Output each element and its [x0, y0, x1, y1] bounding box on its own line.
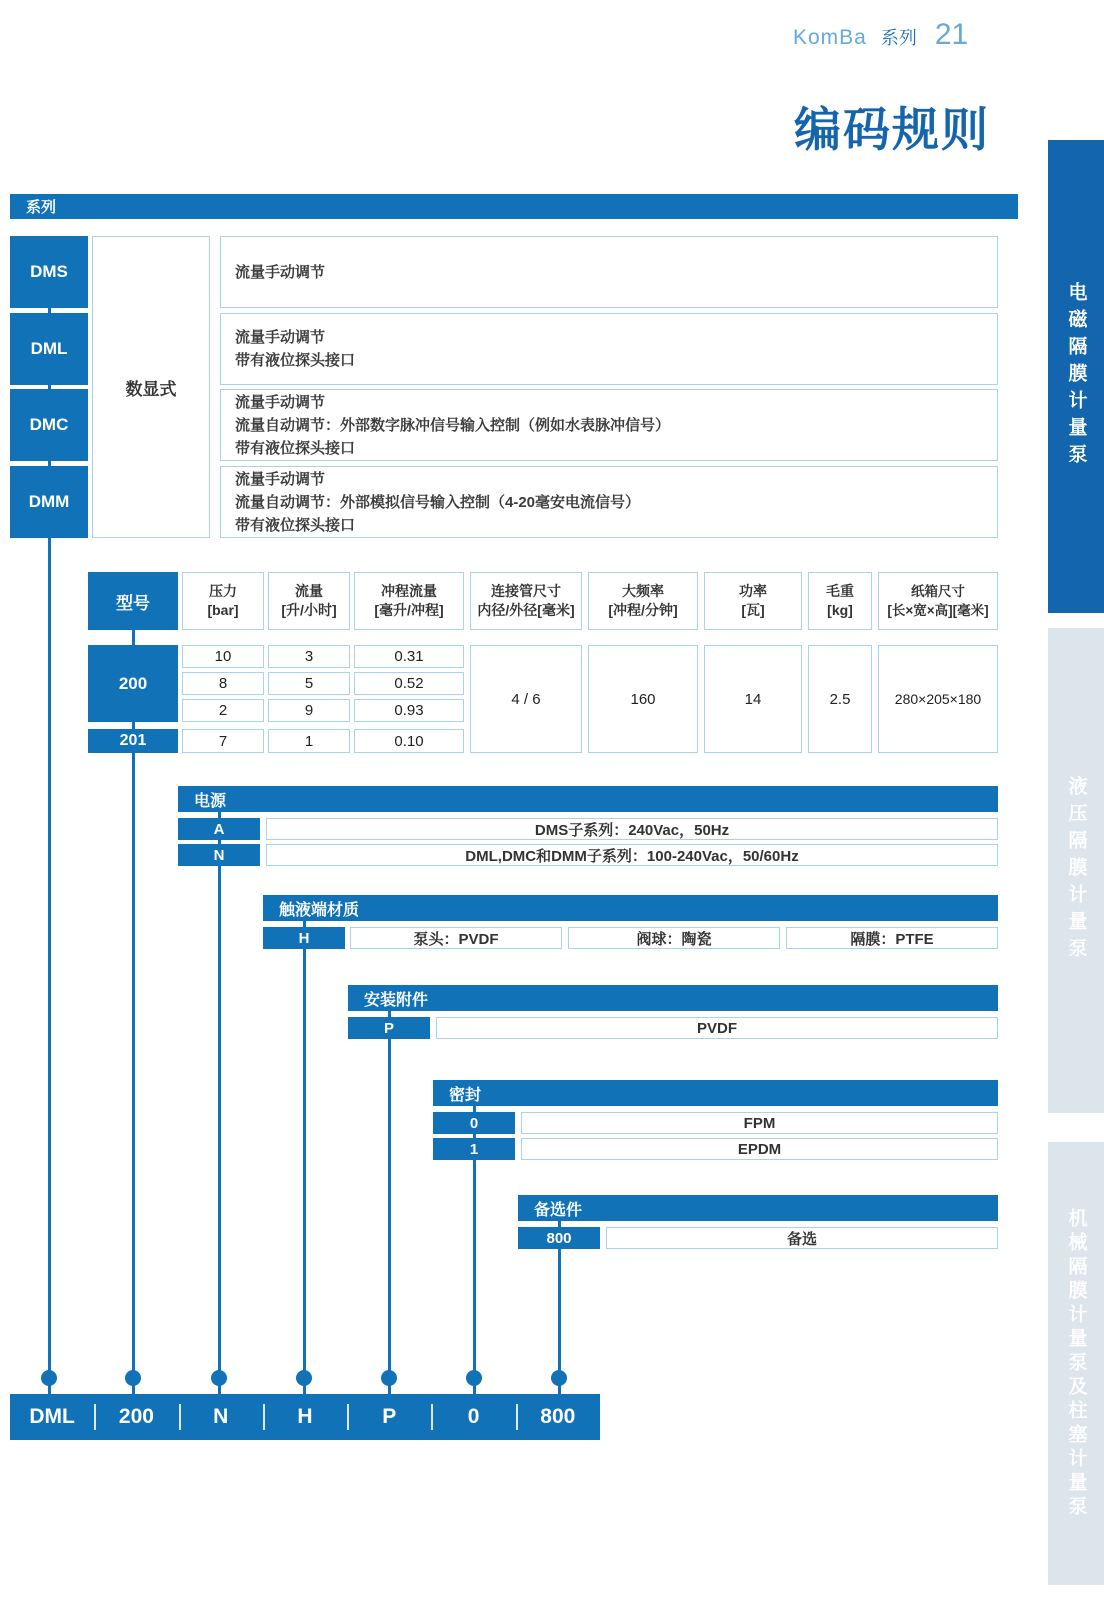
seal-code-1: 1: [433, 1138, 515, 1160]
cell-pressure: 2: [182, 699, 264, 722]
header-line: [毫升/冲程]: [374, 602, 444, 618]
connector-line: [132, 630, 135, 645]
desc-line: 流量手动调节: [235, 329, 326, 346]
page-title: 编码规则: [794, 102, 990, 156]
material-pump-head: 泵头：PVDF: [350, 927, 562, 949]
cell-pressure: 8: [182, 672, 264, 695]
power-desc-n: DML,DMC和DMM子系列：100-240Vac，50/60Hz: [266, 844, 998, 866]
connector-dot: [41, 1370, 57, 1386]
order-code-segment-mounting: P: [347, 1394, 431, 1440]
connector-line-material: [303, 949, 306, 1394]
header-line: 内径/外径[毫米]: [477, 602, 575, 618]
sidebar-tab-hydraulic-pump: 液压隔膜计量泵: [1048, 628, 1104, 1113]
connector-line-seal: [473, 1160, 476, 1394]
cell-pipe-size: 4 / 6: [470, 645, 582, 753]
cell-flow: 5: [268, 672, 350, 695]
seal-desc-fpm: FPM: [521, 1112, 998, 1134]
series-code-dmm: DMM: [10, 466, 88, 538]
option-value: 备选: [606, 1227, 998, 1249]
connector-line: [132, 722, 135, 729]
header-line: [瓦]: [741, 602, 765, 618]
series-desc-dml: [220, 313, 998, 385]
cell-pressure: 7: [182, 729, 264, 753]
header-line: 连接管尺寸: [491, 583, 561, 599]
header-line: [长×宽×高][毫米]: [887, 603, 989, 618]
table-header-pipe-size: [470, 572, 582, 630]
connector-line: [48, 461, 51, 466]
desc-line: 流量手动调节: [235, 470, 326, 488]
connector-line: [558, 1221, 561, 1227]
header-line: [冲程/分钟]: [608, 602, 678, 618]
cell-stroke: 0.93: [354, 699, 464, 722]
table-header-carton-size: [878, 572, 998, 630]
connector-dot: [466, 1370, 482, 1386]
table-header-stroke-volume: [354, 572, 464, 630]
desc-line: 带有液位探头接口: [235, 439, 356, 457]
order-code-bar: [10, 1394, 600, 1440]
sidebar-tab-mechanical-pump: 机械隔膜计量泵及柱塞计量泵: [1048, 1142, 1104, 1585]
cell-flow: 1: [268, 729, 350, 753]
desc-line: 流量自动调节：外部模拟信号输入控制（4-20毫安电流信号）: [235, 493, 641, 511]
desc-line: 流量自动调节：外部数字脉冲信号输入控制（例如水表脉冲信号）: [235, 416, 671, 434]
cell-power: 14: [704, 645, 802, 753]
option-code-800: 800: [518, 1227, 600, 1249]
order-code-segment-series: DML: [29, 1405, 75, 1428]
series-code-dms: DMS: [10, 236, 88, 308]
power-section-bar: 电源: [178, 786, 998, 812]
power-code-n: N: [178, 844, 260, 866]
order-code-segment-model: 200: [94, 1394, 178, 1440]
material-valve-ball: 阀球：陶瓷: [568, 927, 780, 949]
cell-flow: 9: [268, 699, 350, 722]
material-diaphragm: 隔膜：PTFE: [786, 927, 998, 949]
connector-line: [473, 1106, 476, 1112]
connector-dot: [551, 1370, 567, 1386]
desc-line: 流量手动调节: [235, 393, 326, 411]
cell-stroke: 0.10: [354, 729, 464, 753]
header-line: 流量: [295, 583, 323, 599]
cell-weight: 2.5: [808, 645, 872, 753]
series-section-bar: 系列: [10, 194, 1018, 219]
cell-max-frequency: 160: [588, 645, 698, 753]
header-line: [bar]: [207, 602, 239, 618]
header-line: [kg]: [827, 602, 853, 618]
model-200-box: 200: [88, 645, 178, 722]
cell-stroke: 0.31: [354, 645, 464, 668]
order-code-segment-option: 800: [516, 1394, 600, 1440]
header-line: 冲程流量: [381, 583, 437, 599]
series-desc-dms: [220, 236, 998, 308]
connector-line: [218, 840, 221, 844]
table-header-weight: [808, 572, 872, 630]
table-header-max-frequency: [588, 572, 698, 630]
order-code-segment-seal: 0: [431, 1394, 515, 1440]
connector-line-mounting: [388, 1039, 391, 1394]
model-201-box: 201: [88, 729, 178, 753]
connector-line: [218, 812, 221, 818]
header-line: 压力: [209, 583, 237, 599]
series-code-dml: DML: [10, 313, 88, 385]
table-header-power: [704, 572, 802, 630]
connector-line-model: [132, 753, 135, 1394]
table-header-pressure: [182, 572, 264, 630]
desc-line: 流量手动调节: [235, 263, 326, 281]
seal-desc-epdm: EPDM: [521, 1138, 998, 1160]
connector-dot: [296, 1370, 312, 1386]
connector-line: [48, 385, 51, 389]
cell-stroke: 0.52: [354, 672, 464, 695]
page-number: 21: [934, 18, 969, 51]
cell-carton-size: 280×205×180: [878, 645, 998, 753]
power-code-a: A: [178, 818, 260, 840]
header-line: 毛重: [826, 583, 854, 599]
mounting-section-bar: 安装附件: [348, 985, 998, 1011]
mounting-value: PVDF: [436, 1017, 998, 1039]
connector-dot: [381, 1370, 397, 1386]
header-line: 纸箱尺寸: [911, 584, 965, 599]
connector-dot: [211, 1370, 227, 1386]
table-header-flow: [268, 572, 350, 630]
header-line: 功率: [739, 583, 767, 599]
series-desc-dmm: [220, 466, 998, 538]
seal-code-0: 0: [433, 1112, 515, 1134]
option-section-bar: 备选件: [518, 1195, 998, 1221]
mounting-code-p: P: [348, 1017, 430, 1039]
material-section-bar: 触液端材质: [263, 895, 998, 921]
power-desc-a: DMS子系列：240Vac，50Hz: [266, 818, 998, 840]
order-code-segment-material: H: [263, 1394, 347, 1440]
cell-flow: 3: [268, 645, 350, 668]
page-header: [793, 18, 993, 52]
connector-line: [48, 308, 51, 313]
connector-line: [388, 1011, 391, 1017]
connector-line: [473, 1134, 476, 1138]
series-desc-dmc: [220, 389, 998, 461]
brand-name: KomBa: [793, 26, 867, 49]
sidebar-tab-electromagnetic-pump: 电磁隔膜计量泵: [1048, 140, 1104, 613]
material-code-h: H: [263, 927, 345, 949]
order-code-segment-power: N: [179, 1394, 263, 1440]
connector-line-power: [218, 866, 221, 1394]
connector-line-series: [48, 538, 51, 1394]
desc-line: 带有液位探头接口: [235, 352, 356, 369]
brand-series-label: 系列: [880, 28, 917, 48]
display-type-box: 数显式: [92, 236, 210, 538]
header-line: [升/小时]: [281, 602, 337, 618]
header-line: 大频率: [622, 583, 664, 599]
cell-pressure: 10: [182, 645, 264, 668]
connector-line: [303, 921, 306, 927]
seal-section-bar: 密封: [433, 1080, 998, 1106]
table-header-model: 型号: [88, 572, 178, 630]
connector-dot: [125, 1370, 141, 1386]
desc-line: 带有液位探头接口: [235, 516, 356, 534]
series-code-dmc: DMC: [10, 389, 88, 461]
